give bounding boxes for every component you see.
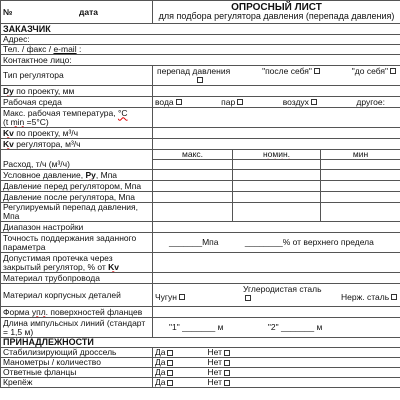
max-temp-label [1,108,153,128]
no-label: Нет [207,367,222,377]
tmin-suffix: =5°С) [24,116,49,127]
medium-air-label: воздух [282,96,309,107]
accuracy-blank-percent[interactable]: ________ [244,237,283,247]
acc-no[interactable] [207,378,229,388]
material-carbon-steel[interactable] [243,285,322,303]
yes-label: Да [155,377,166,387]
kv-regulator-value[interactable] [153,139,400,150]
np-nom[interactable] [233,170,321,181]
impulse-label [1,318,153,338]
body-material-label: Материал корпусных деталей [1,284,153,307]
option-diff-pressure[interactable] [157,67,230,85]
impulse-line2: = 1,5 м) [3,326,34,337]
kv-project-label [1,128,153,139]
kv-project-text: по проекту, м³/ч [13,127,79,138]
checkbox-icon[interactable] [167,350,173,356]
no-label: Нет [207,377,222,387]
dy-text: по проекту, мм [13,85,75,96]
kv-project-value[interactable] [153,128,400,139]
accuracy-line2: параметра [3,241,46,252]
impulse-blank-2[interactable]: _______ [280,322,315,332]
impulse-line1: Длина импульсных линий (стандарт [3,317,146,328]
phone-field[interactable] [1,45,400,55]
flow-nom-value[interactable] [233,160,321,170]
flange-form-value[interactable] [153,307,400,318]
option-before-self-label: "до себя" [351,65,389,76]
flange-form-label [1,307,153,318]
ad-max[interactable] [153,203,233,222]
acc-no[interactable] [207,348,229,358]
medium-water-label: вода [155,96,174,107]
leakage-label [1,253,153,273]
flange-form-b: упл. [31,306,49,317]
regulator-type-label: Тип регулятора [1,66,153,86]
medium-steam-label: пар [221,96,236,107]
accessory-options [153,348,400,358]
ad-min[interactable] [321,203,400,222]
regulator-type-options [153,66,400,86]
email-word: e-mail [53,44,77,54]
np-max[interactable] [153,170,233,181]
kv-symbol: Kv [3,127,14,138]
number-label: № [3,6,13,17]
ru-symbol: Ру [85,169,96,180]
material-stainless-label: Нерж. сталь [341,291,390,302]
acc-no[interactable] [207,358,229,368]
accessory-label: Стабилизирующий дроссель [1,348,153,358]
checkbox-icon[interactable] [391,294,397,300]
dy-value[interactable] [153,86,400,97]
kv-symbol: Kv [108,261,120,272]
accuracy-unit-percent: % от верхнего предела [282,237,374,247]
medium-options [153,97,400,108]
nominal-pressure-unit: , Мпа [95,169,118,180]
phone-prefix: Тел. / факс / [3,44,54,54]
checkbox-icon[interactable] [224,380,230,386]
checkbox-icon[interactable] [224,360,230,366]
pb-nom[interactable] [233,181,321,192]
adj-diff-line2: Мпа [3,211,20,221]
medium-label: Рабочая среда [1,97,153,108]
date-label: дата [78,6,98,17]
leakage-line2: закрытый регулятор, % от [3,261,109,272]
medium-other[interactable]: другое: [356,96,385,107]
header-left-cell [1,1,153,24]
range-value[interactable] [153,222,400,233]
pb-min[interactable] [321,181,400,192]
checkbox-icon[interactable] [179,294,185,300]
no-label: Нет [207,347,222,357]
flow-label: Расход, т/ч (м³/ч) [1,150,153,170]
kv-regulator-text: регулятора, м³/ч [13,138,81,149]
accessory-label: Крепёж [1,378,153,388]
dy-label [1,86,153,97]
pa-min[interactable] [321,192,400,203]
p-before-label: Давление перед регулятором, Мпа [1,181,153,192]
section-customer: ЗАКАЗЧИК [1,24,400,35]
acc-yes[interactable] [155,378,173,388]
material-cast-iron[interactable] [155,293,185,302]
kv-regulator-label [1,139,153,150]
option-diff-pressure-label: перепад давления [157,65,231,76]
tmin-prefix: (t [3,116,11,127]
checkbox-icon[interactable] [224,370,230,376]
phone-suffix: : [76,44,82,54]
flange-form-a: Форма [3,306,32,317]
np-min[interactable] [321,170,400,181]
accessory-options [153,368,400,378]
header-title-cell [153,1,400,24]
medium-steam[interactable] [221,98,243,107]
body-material-options [153,284,400,307]
accuracy-blank-mpa[interactable]: _______ [169,237,203,247]
flow-col-min: мин [321,150,400,160]
impulse-unit-1: м [217,322,224,332]
pipe-material-value[interactable] [153,273,400,284]
acc-yes[interactable] [155,358,173,368]
checkbox-icon[interactable] [167,380,173,386]
pb-max[interactable] [153,181,233,192]
impulse-line-2-label: "2" [267,322,279,332]
address-field[interactable]: Адрес: [1,35,400,45]
flow-col-nom [233,150,321,160]
yes-label: Да [155,357,166,367]
leakage-line1: Допустимая протечка через [3,252,113,263]
checkbox-icon[interactable] [314,68,320,74]
form-title: ОПРОСНЫЙ ЛИСТ [231,2,322,13]
impulse-unit-2: м [316,322,323,332]
acc-yes[interactable] [155,348,173,358]
adj-diff-line1: Регулируемый перепад давления, [3,202,139,212]
accessory-label: Ответные фланцы [1,368,153,378]
form-subtitle: для подбора регулятора давления (перепада давления) [158,11,395,21]
yes-label: Да [155,347,166,357]
section-accessories: ПРИНАДЛЕЖНОСТИ [1,338,400,348]
accuracy-line1: Точность поддержания заданного [3,232,137,243]
option-after-self-label: "после себя" [262,65,312,76]
tmin-word: min [10,116,25,127]
dy-symbol: Dy [3,85,14,96]
pipe-material-label: Материал трубопровода [1,273,153,284]
max-temp-unit: °С [117,107,128,118]
acc-yes[interactable] [155,368,173,378]
adj-diff-label [1,203,153,222]
max-temp-text: Макс. рабочая температура, [3,107,118,118]
flow-col-nom-label: номин. [262,149,291,159]
accessory-label: Манометры / количество [1,358,153,368]
leakage-value[interactable] [153,253,400,273]
accuracy-label [1,233,153,253]
header-row [1,1,400,24]
yes-label: Да [155,367,166,377]
checkbox-icon[interactable] [167,370,173,376]
option-before-self[interactable] [352,67,396,85]
medium-water[interactable] [155,98,182,107]
checkbox-icon[interactable] [176,99,182,105]
checkbox-icon[interactable] [167,360,173,366]
accuracy-value[interactable] [153,233,400,253]
flow-col-max: макс. [153,150,233,160]
p-after-label: Давление после регулятора, Мпа [1,192,153,203]
checkbox-icon[interactable] [390,68,396,74]
nominal-pressure-label [1,170,153,181]
flange-form-c: поверхностей фланцев [48,306,143,317]
pa-max[interactable] [153,192,233,203]
checkbox-icon[interactable] [237,99,243,105]
range-label: Диапазон настройки [1,222,153,233]
contact-field[interactable]: Контактное лицо: [1,55,400,66]
accessory-options [153,358,400,368]
material-stainless[interactable] [341,293,397,302]
checkbox-icon[interactable] [311,99,317,105]
checkbox-icon[interactable] [197,77,203,83]
checkbox-icon[interactable] [224,350,230,356]
material-carbon-steel-label: Углеродистая сталь [243,283,322,294]
kv-symbol: Kv [3,138,14,149]
option-after-self[interactable] [262,67,320,85]
flow-max-value[interactable] [153,160,233,170]
nominal-pressure-text: Условное давление, [3,169,86,180]
flow-min-value[interactable] [321,160,400,170]
material-cast-iron-label: Чугун [155,291,177,302]
ad-nom[interactable] [233,203,321,222]
checkbox-icon[interactable] [245,295,251,301]
impulse-value[interactable] [153,318,400,338]
max-temp-value[interactable] [153,108,400,128]
accuracy-unit-mpa: Мпа [202,237,219,247]
no-label: Нет [207,357,222,367]
acc-no[interactable] [207,368,229,378]
impulse-line-1-label: "1" [169,322,180,332]
pa-nom[interactable] [233,192,321,203]
medium-air[interactable] [283,98,317,107]
accessory-options [153,378,400,388]
impulse-blank-1[interactable]: _______ [182,322,216,332]
